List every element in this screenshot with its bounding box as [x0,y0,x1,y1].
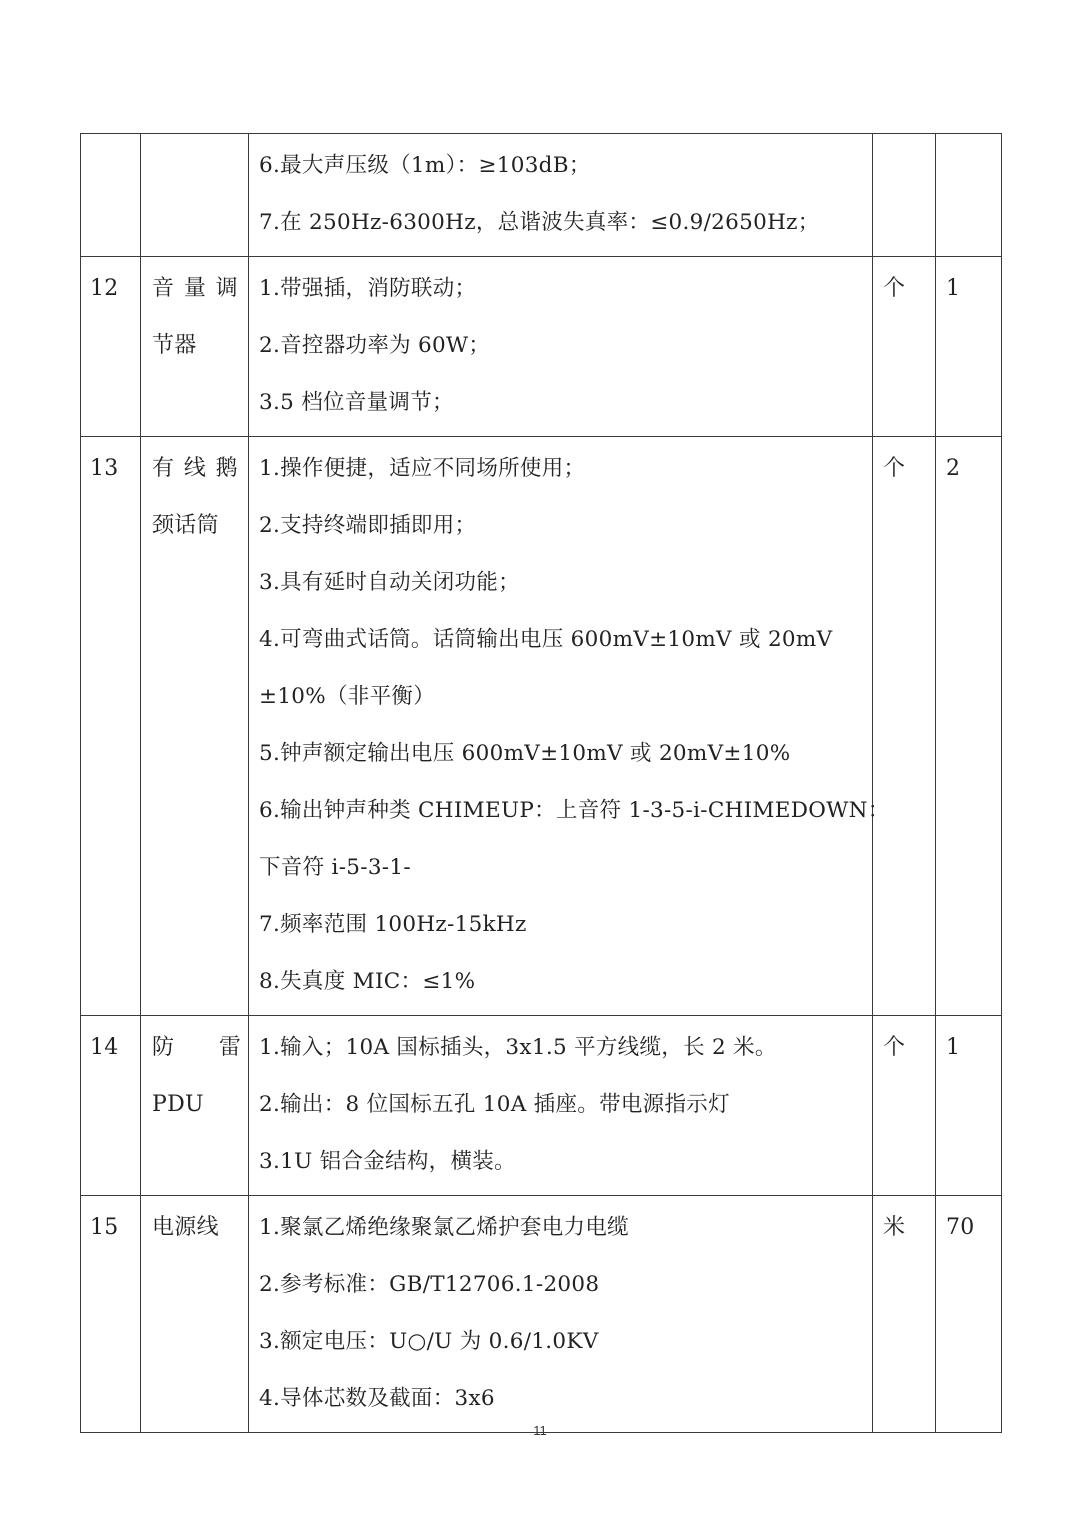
quantity-cell [936,1196,1002,1433]
row-number-cell [81,134,141,257]
row-number-cell [81,257,141,437]
spec-line: 3.1U 铝合金结构，横装。 [259,1149,516,1174]
quantity: 1 [946,276,961,301]
spec-cell [249,257,873,437]
unit-cell [873,1196,936,1433]
quantity-cell [936,257,1002,437]
spec-line: 1.聚氯乙烯绝缘聚氯乙烯护套电力电缆 [259,1215,629,1240]
spec-line: 1.输入；10A 国标插头，3x1.5 平方线缆，长 2 米。 [259,1035,777,1060]
quantity: 1 [946,1035,961,1060]
spec-line: 2.输出：8 位国标五孔 10A 插座。带电源指示灯 [259,1092,730,1117]
spec-cell [249,1196,873,1433]
row-number-cell [81,1196,141,1433]
spec-line: 3.具有延时自动关闭功能； [259,570,520,595]
unit: 个 [883,276,906,301]
row-number: 13 [90,456,119,481]
spec-line: 2.音控器功率为 60W； [259,333,491,358]
spec-cell [249,134,873,257]
unit-cell [873,257,936,437]
item-name-line: PDU [152,1092,204,1117]
quantity-cell [936,1016,1002,1196]
row-number: 14 [90,1035,119,1060]
spec-cell [249,1016,873,1196]
row-number [90,137,140,194]
spec-line: 6.最大声压级（1m）：≥103dB； [259,153,591,178]
spec-line: 7.在 250Hz-6300Hz，总谐波失真率：≤0.9/2650Hz； [259,210,820,235]
table-row [81,134,1002,257]
item-name-cell [141,1196,249,1433]
table-body [81,134,1002,1433]
item-name-cell [141,257,249,437]
spec-line: 5.钟声额定输出电压 600mV±10mV 或 20mV±10% [259,741,791,766]
row-number: 15 [90,1215,119,1240]
spec-line: 2.参考标准：GB/T12706.1-2008 [259,1272,600,1297]
item-name-line: 音 量 调 [152,276,238,301]
spec-line: 3.额定电压：U○/U 为 0.6/1.0KV [259,1329,599,1354]
item-name-cell [141,134,249,257]
spec-line: 2.支持终端即插即用； [259,513,477,538]
spec-line: 8.失真度 MIC：≤1% [259,969,476,994]
spec-line: 7.频率范围 100Hz-15kHz [259,912,527,937]
row-number-cell [81,437,141,1016]
item-name-line: 节器 [152,333,197,358]
unit-cell [873,134,936,257]
item-name-line: 有 线 鹅 [152,456,238,481]
unit: 米 [883,1215,906,1240]
row-number: 12 [90,276,119,301]
row-number-cell [81,1016,141,1196]
unit: 个 [883,1035,906,1060]
spec-line: 1.操作便捷，适应不同场所使用； [259,456,586,481]
spec-line: ±10%（非平衡） [259,684,436,709]
unit: 个 [883,456,906,481]
unit-cell [873,1016,936,1196]
item-name-line: 电源线 [152,1215,219,1240]
table-row [81,1016,1002,1196]
page-number: 11 [533,1423,547,1438]
quantity: 70 [946,1215,975,1240]
specification-table [80,133,1002,1433]
item-name-line: 颈话筒 [152,513,219,538]
table-row [81,257,1002,437]
spec-line: 6.输出钟声种类 CHIMEUP：上音符 1-3-5-i-CHIMEDOWN： [259,798,890,823]
quantity [946,137,1001,194]
quantity: 2 [946,456,961,481]
spec-line: 下音符 i-5-3-1- [259,855,411,880]
item-name-cell [141,437,249,1016]
spec-line: 4.导体芯数及截面：3x6 [259,1386,495,1411]
item-name-cell [141,1016,249,1196]
spec-line: 3.5 档位音量调节； [259,390,454,415]
spec-line: 4.可弯曲式话筒。话筒输出电压 600mV±10mV 或 20mV [259,627,833,652]
unit-cell [873,437,936,1016]
item-name-line: 防 雷 [152,1035,242,1060]
spec-cell [249,437,890,1016]
spec-line: 1.带强插，消防联动； [259,276,477,301]
quantity-cell [936,134,1002,257]
table-row [81,1196,1002,1433]
unit [883,137,935,194]
quantity-cell [936,437,1002,1016]
table-row [81,437,1002,1016]
